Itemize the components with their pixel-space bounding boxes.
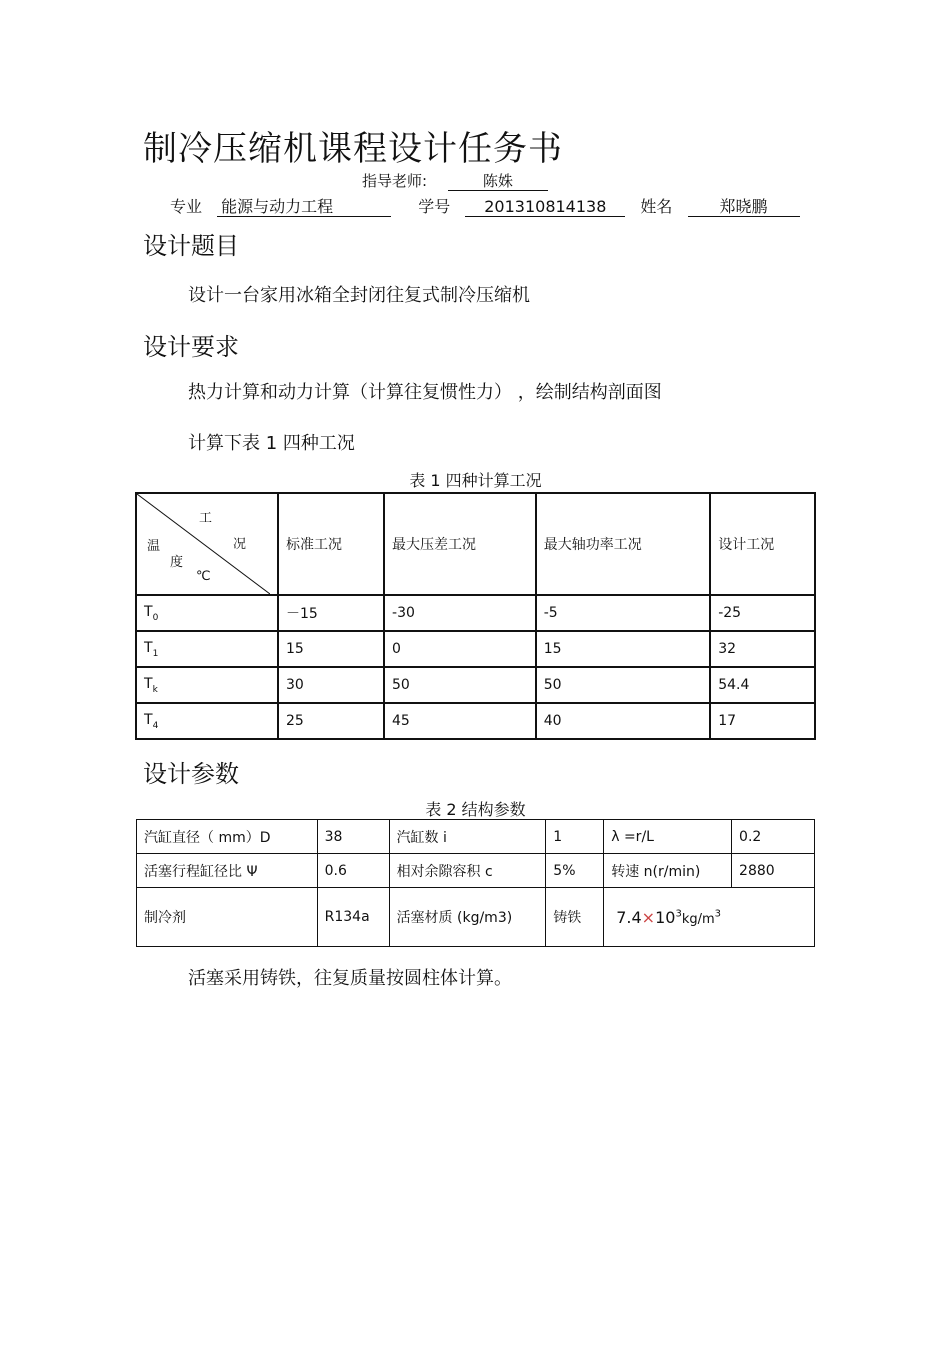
student-info bbox=[170, 194, 800, 217]
table-cell: 50 bbox=[385, 668, 537, 704]
table-row bbox=[137, 596, 814, 632]
corner-du: 度 bbox=[170, 555, 184, 570]
advisor-name: 陈姝 bbox=[448, 172, 548, 191]
table-cell: 15 bbox=[537, 632, 712, 668]
parameters-heading: 设计参数 bbox=[143, 760, 239, 788]
table-cell: 5% bbox=[546, 854, 604, 888]
header-design: 设计工况 bbox=[711, 494, 814, 596]
table2-caption: 表 2 结构参数 bbox=[425, 800, 526, 819]
major-label: 专业 bbox=[170, 197, 203, 216]
table-cell: 0 bbox=[385, 632, 537, 668]
table-cell: 2880 bbox=[732, 854, 815, 888]
row-label: $T_4$ bbox=[137, 704, 279, 738]
table-cell: 25 bbox=[279, 704, 385, 738]
conditions-table bbox=[135, 492, 816, 740]
footer-note: 活塞采用铸铁，往复质量按圆柱体计算。 bbox=[188, 968, 512, 989]
header-standard: 标准工况 bbox=[279, 494, 385, 596]
table-row bbox=[137, 888, 815, 947]
table1-caption: 表 1 四种计算工况 bbox=[409, 471, 542, 490]
table-cell: 40 bbox=[537, 704, 712, 738]
table-cell: 0.6 bbox=[317, 854, 389, 888]
header-max-power: 最大轴功率工况 bbox=[537, 494, 712, 596]
topic-heading: 设计题目 bbox=[143, 232, 239, 260]
major-value: 能源与动力工程 bbox=[217, 198, 391, 217]
table-cell: 17 bbox=[718, 713, 737, 729]
corner-gong: 工 bbox=[199, 511, 213, 526]
table-cell: 汽缸数 i bbox=[389, 820, 546, 854]
table-cell: λ =r/L bbox=[604, 820, 732, 854]
corner-unit: ℃ bbox=[196, 569, 211, 584]
table-cell: －15 bbox=[279, 596, 385, 632]
requirements-heading: 设计要求 bbox=[143, 333, 239, 361]
table-cell: 32 bbox=[711, 632, 814, 668]
requirements-text: 热力计算和动力计算（计算往复惯性力） ，绘制结构剖面图 bbox=[188, 382, 662, 403]
student-id-value: 201310814138 bbox=[465, 198, 625, 217]
table-cell: 30 bbox=[279, 668, 385, 704]
advisor-line bbox=[362, 170, 548, 191]
table-cell: 铸铁 bbox=[546, 888, 604, 947]
table-cell: R134a bbox=[317, 888, 389, 947]
table-row bbox=[137, 632, 814, 668]
table-cell: 45 bbox=[385, 704, 537, 738]
table-cell: 制冷剂 bbox=[137, 888, 318, 947]
advisor-label: 指导老师: bbox=[362, 172, 428, 190]
table-header-row bbox=[137, 494, 814, 596]
student-id-label: 学号 bbox=[418, 197, 451, 216]
diagonal-header-cell bbox=[137, 494, 279, 596]
table-cell: 汽缸直径（ mm）D bbox=[137, 820, 318, 854]
table-cell: 0.2 bbox=[732, 820, 815, 854]
table-cell: 活塞行程缸径比 Ψ bbox=[137, 854, 318, 888]
row-label: $T_0$ bbox=[137, 596, 279, 632]
student-name-label: 姓名 bbox=[640, 197, 673, 216]
requirements-text-2: 计算下表 1 四种工况 bbox=[188, 433, 355, 454]
topic-text: 设计一台家用冰箱全封闭往复式制冷压缩机 bbox=[188, 285, 530, 306]
table-row bbox=[137, 820, 815, 854]
parameters-table bbox=[136, 819, 815, 947]
table-cell: 54.4 bbox=[711, 668, 814, 704]
density-value: $7.4\times 10^3kg/m^3$ bbox=[604, 888, 815, 947]
table-cell: 38 bbox=[317, 820, 389, 854]
table-cell: 50 bbox=[537, 668, 712, 704]
table-row bbox=[137, 668, 814, 704]
table-cell: 转速 n(r/min) bbox=[604, 854, 732, 888]
table-cell: -25 bbox=[711, 596, 814, 632]
table-cell: -30 bbox=[385, 596, 537, 632]
row-label: $T_1$ bbox=[137, 632, 279, 668]
corner-kuang: 况 bbox=[233, 537, 247, 552]
table-row bbox=[137, 704, 814, 738]
table-cell: 15 bbox=[279, 632, 385, 668]
table-cell: 活塞材质 (kg/m3) bbox=[389, 888, 546, 947]
student-name-value: 郑晓鹏 bbox=[688, 198, 800, 217]
corner-wen: 温 bbox=[147, 539, 161, 554]
page-title: 制冷压缩机课程设计任务书 bbox=[143, 129, 563, 169]
table-cell: -5 bbox=[537, 596, 712, 632]
header-max-pressure: 最大压差工况 bbox=[385, 494, 537, 596]
table-cell: 1 bbox=[546, 820, 604, 854]
row-label: $T_k$ bbox=[137, 668, 279, 704]
table-cell: 相对余隙容积 c bbox=[389, 854, 546, 888]
table-row bbox=[137, 854, 815, 888]
